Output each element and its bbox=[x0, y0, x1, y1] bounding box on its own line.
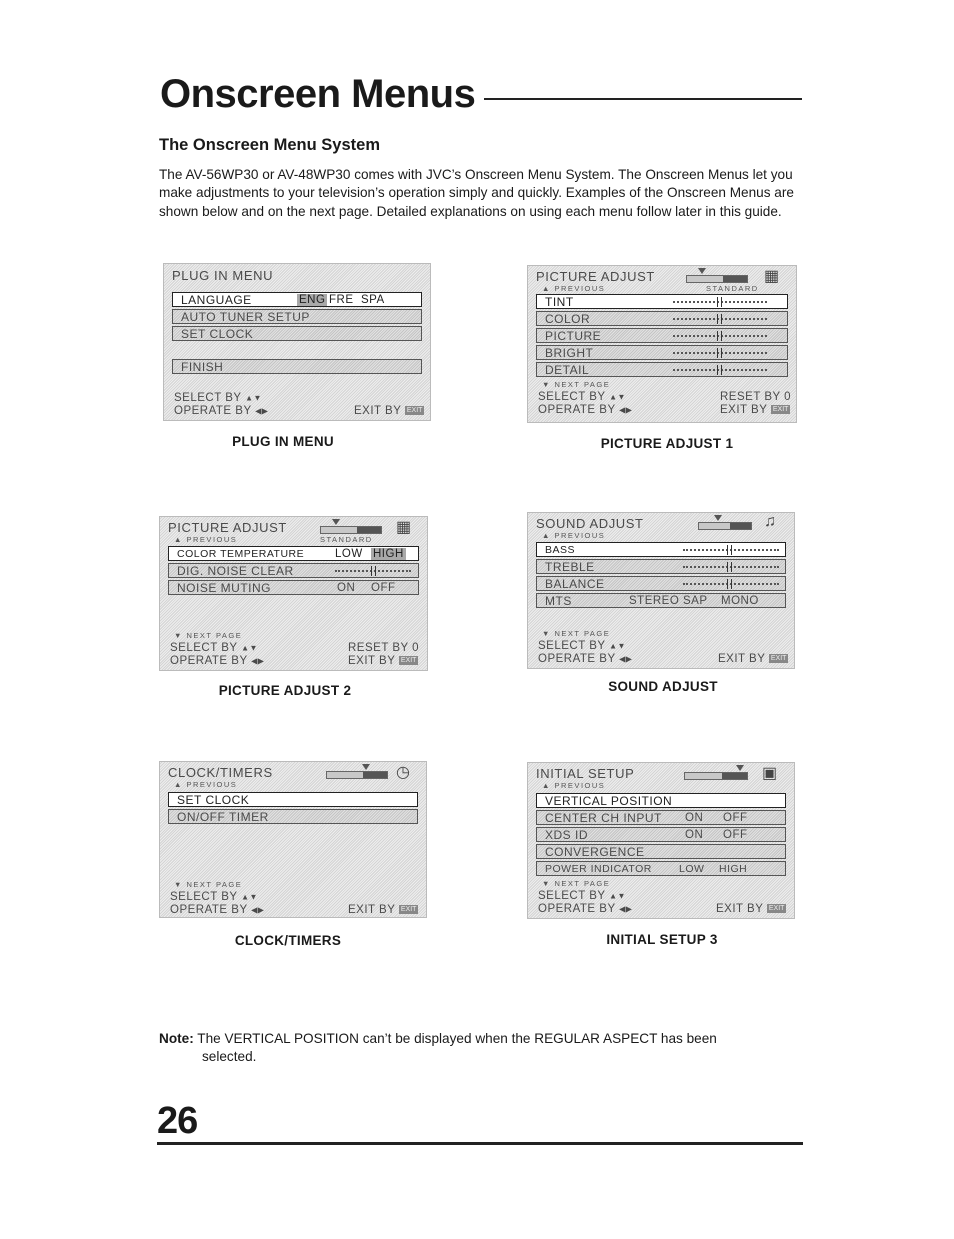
option-on[interactable]: ON bbox=[685, 828, 704, 841]
slider-knob[interactable] bbox=[727, 579, 732, 589]
select-hint: SELECT BY ▲▼ bbox=[170, 642, 258, 654]
slider-knob[interactable] bbox=[727, 562, 732, 572]
picture-adjust-2-screen bbox=[159, 516, 428, 671]
menu-row-dig-noise-clear[interactable]: DIG. NOISE CLEAR bbox=[168, 563, 419, 578]
menu-row-on-off-timer[interactable]: ON/OFF TIMER bbox=[168, 809, 418, 824]
note bbox=[159, 1030, 809, 1066]
treble-slider[interactable] bbox=[683, 566, 779, 568]
tint-slider[interactable] bbox=[673, 301, 767, 303]
exit-key-icon: EXIT bbox=[406, 407, 423, 415]
option-fre[interactable]: FRE bbox=[329, 293, 354, 306]
operate-hint: OPERATE BY ◀▶ bbox=[174, 405, 269, 417]
menu-row-convergence[interactable]: CONVERGENCE bbox=[536, 844, 786, 859]
slider-knob[interactable] bbox=[717, 348, 722, 358]
menu-row-balance[interactable]: BALANCE bbox=[536, 576, 786, 591]
operate-hint: OPERATE BY ◀▶ bbox=[538, 404, 633, 416]
music-note-icon: ♫ bbox=[764, 513, 777, 530]
next-page-hint: ▼ NEXT PAGE bbox=[174, 631, 243, 640]
level-marker-icon bbox=[362, 764, 370, 770]
exit-key-icon: EXIT bbox=[772, 406, 789, 414]
picture-adjust-1-screen bbox=[527, 265, 797, 423]
operate-hint: OPERATE BY ◀▶ bbox=[538, 653, 633, 665]
page-number: 26 bbox=[157, 1100, 198, 1142]
select-hint: SELECT BY ▲▼ bbox=[538, 640, 626, 652]
exit-hint: EXIT BY EXIT bbox=[718, 653, 787, 665]
section-title: The Onscreen Menu System bbox=[159, 136, 380, 154]
option-eng[interactable]: ENG bbox=[299, 293, 326, 306]
caption-plug-in-menu: PLUG IN MENU bbox=[232, 434, 334, 449]
standard-mode-label: STANDARD bbox=[320, 535, 373, 544]
title-rule bbox=[484, 98, 802, 100]
menu-row-picture[interactable]: PICTURE bbox=[536, 328, 788, 343]
sound-adjust-screen bbox=[527, 512, 795, 669]
up-down-arrows-icon: ▲▼ bbox=[245, 393, 262, 403]
exit-key-icon: EXIT bbox=[400, 657, 417, 665]
note-text-line2: selected. bbox=[202, 1049, 257, 1064]
intro-paragraph: The AV-56WP30 or AV-48WP30 comes with JVC’s Onscreen Menu System. The Onscreen Menus let you make adjustments to your television’s operation simply and quickly. Examples of the Onscreen Menus are shown below and on the next page. Detailed explanations on using each menu follow later in this guide. bbox=[159, 167, 794, 219]
previous-hint: ▲ PREVIOUS bbox=[174, 535, 238, 544]
mode-level-icon bbox=[686, 275, 748, 283]
option-off[interactable]: OFF bbox=[371, 581, 396, 594]
screen-title: PICTURE ADJUST bbox=[168, 520, 287, 535]
row-label: LANGUAGE bbox=[181, 292, 252, 307]
screen-title: CLOCK/TIMERS bbox=[168, 765, 273, 780]
menu-row-bright[interactable]: BRIGHT bbox=[536, 345, 788, 360]
menu-row-treble[interactable]: TREBLE bbox=[536, 559, 786, 574]
menu-row-power-indicator[interactable]: POWER INDICATOR LOW HIGH bbox=[536, 861, 786, 876]
menu-row-vertical-position[interactable]: VERTICAL POSITION bbox=[536, 793, 786, 808]
previous-hint: ▲ PREVIOUS bbox=[542, 531, 606, 540]
menu-row-set-clock[interactable]: SET CLOCK bbox=[172, 326, 422, 341]
select-hint: SELECT BY ▲▼ bbox=[538, 890, 626, 902]
caption-picture-adjust-2: PICTURE ADJUST 2 bbox=[218, 683, 352, 698]
bright-slider[interactable] bbox=[673, 352, 767, 354]
initial-setup-3-screen bbox=[527, 762, 795, 919]
left-right-arrows-icon: ◀▶ bbox=[251, 905, 265, 915]
reset-hint: RESET BY 0 bbox=[348, 642, 420, 654]
up-down-arrows-icon: ▲▼ bbox=[609, 891, 626, 901]
left-right-arrows-icon: ◀▶ bbox=[251, 656, 265, 666]
option-on[interactable]: ON bbox=[685, 811, 704, 824]
option-high[interactable]: HIGH bbox=[373, 547, 404, 560]
option-spa[interactable]: SPA bbox=[361, 293, 385, 306]
slider-knob[interactable] bbox=[717, 314, 722, 324]
mode-level-icon bbox=[326, 771, 388, 779]
operate-hint: OPERATE BY ◀▶ bbox=[170, 655, 265, 667]
previous-hint: ▲ PREVIOUS bbox=[542, 781, 606, 790]
option-mono[interactable]: MONO bbox=[721, 594, 759, 607]
exit-key-icon: EXIT bbox=[400, 906, 417, 914]
previous-hint: ▲ PREVIOUS bbox=[542, 284, 606, 293]
page-title: Onscreen Menus bbox=[160, 72, 476, 116]
menu-row-bass[interactable]: BASS bbox=[536, 542, 786, 557]
option-sap[interactable]: SAP bbox=[683, 594, 708, 607]
select-hint: SELECT BY ▲▼ bbox=[174, 392, 262, 404]
operate-hint: OPERATE BY ◀▶ bbox=[538, 903, 633, 915]
up-down-arrows-icon: ▲▼ bbox=[241, 643, 258, 653]
caption-sound-adjust: SOUND ADJUST bbox=[608, 679, 718, 694]
next-page-hint: ▼ NEXT PAGE bbox=[542, 879, 611, 888]
slider-knob[interactable] bbox=[371, 566, 376, 576]
exit-hint: EXIT BY EXIT bbox=[720, 404, 789, 416]
next-page-hint: ▼ NEXT PAGE bbox=[174, 880, 243, 889]
level-marker-icon bbox=[714, 515, 722, 521]
screen-title: SOUND ADJUST bbox=[536, 516, 644, 531]
caption-initial-setup-3: INITIAL SETUP 3 bbox=[606, 932, 718, 947]
operate-hint: OPERATE BY ◀▶ bbox=[170, 904, 265, 916]
exit-key-icon: EXIT bbox=[768, 905, 785, 913]
plug-in-menu-screen bbox=[163, 263, 431, 421]
menu-row-color[interactable]: COLOR bbox=[536, 311, 788, 326]
option-low[interactable]: LOW bbox=[679, 862, 705, 875]
slider-knob[interactable] bbox=[717, 297, 722, 307]
clock-timers-screen bbox=[159, 761, 427, 918]
menu-row-xds-id[interactable]: XDS ID ON OFF bbox=[536, 827, 786, 842]
bottom-rule bbox=[157, 1142, 803, 1145]
caption-picture-adjust-1: PICTURE ADJUST 1 bbox=[600, 436, 734, 451]
color-slider[interactable] bbox=[673, 318, 767, 320]
left-right-arrows-icon: ◀▶ bbox=[619, 405, 633, 415]
bass-slider[interactable] bbox=[683, 549, 779, 551]
next-page-hint: ▼ NEXT PAGE bbox=[542, 629, 611, 638]
up-down-arrows-icon: ▲▼ bbox=[609, 392, 626, 402]
menu-row-set-clock[interactable]: SET CLOCK bbox=[168, 792, 418, 807]
select-hint: SELECT BY ▲▼ bbox=[538, 391, 626, 403]
mode-level-icon bbox=[684, 772, 748, 780]
up-down-arrows-icon: ▲▼ bbox=[609, 641, 626, 651]
exit-hint: EXIT BY EXIT bbox=[354, 405, 423, 417]
note-text-line1: The VERTICAL POSITION can’t be displayed when the REGULAR ASPECT has been bbox=[197, 1031, 717, 1046]
menu-row-auto-tuner[interactable]: AUTO TUNER SETUP bbox=[172, 309, 422, 324]
menu-row-noise-muting[interactable]: NOISE MUTING ON OFF bbox=[168, 580, 419, 595]
caption-clock-timers: CLOCK/TIMERS bbox=[234, 933, 342, 948]
screen-title: PICTURE ADJUST bbox=[536, 269, 655, 284]
picture-icon: ▦ bbox=[764, 268, 780, 285]
left-right-arrows-icon: ◀▶ bbox=[619, 904, 633, 914]
menu-row-tint[interactable]: TINT bbox=[536, 294, 788, 309]
option-off[interactable]: OFF bbox=[723, 811, 748, 824]
dig-noise-slider[interactable] bbox=[335, 570, 411, 572]
clock-icon: ◷ bbox=[396, 764, 411, 781]
option-off[interactable]: OFF bbox=[723, 828, 748, 841]
exit-key-icon: EXIT bbox=[770, 655, 787, 663]
screen-title: PLUG IN MENU bbox=[172, 268, 274, 283]
option-high[interactable]: HIGH bbox=[719, 862, 748, 875]
menu-row-color-temperature[interactable]: COLOR TEMPERATURE LOW HIGH bbox=[168, 546, 419, 561]
picture-icon: ▦ bbox=[396, 519, 412, 536]
level-marker-icon bbox=[698, 268, 706, 274]
exit-hint: EXIT BY EXIT bbox=[716, 903, 785, 915]
option-on[interactable]: ON bbox=[337, 581, 356, 594]
mode-level-icon bbox=[320, 526, 382, 534]
menu-row-mts[interactable]: MTS STEREO SAP MONO bbox=[536, 593, 786, 608]
detail-slider[interactable] bbox=[673, 369, 767, 371]
previous-hint: ▲ PREVIOUS bbox=[174, 780, 238, 789]
reset-hint: RESET BY 0 bbox=[720, 391, 792, 403]
exit-hint: EXIT BY EXIT bbox=[348, 655, 417, 667]
note-label: Note: bbox=[159, 1031, 194, 1046]
screen-title: INITIAL SETUP bbox=[536, 766, 635, 781]
select-hint: SELECT BY ▲▼ bbox=[170, 891, 258, 903]
slider-knob[interactable] bbox=[717, 365, 722, 375]
option-stereo[interactable]: STEREO bbox=[629, 594, 680, 607]
balance-slider[interactable] bbox=[683, 583, 779, 585]
menu-row-center-ch-input[interactable]: CENTER CH INPUT ON OFF bbox=[536, 810, 786, 825]
option-low[interactable]: LOW bbox=[335, 547, 363, 560]
next-page-hint: ▼ NEXT PAGE bbox=[542, 380, 611, 389]
setup-icon: ▣ bbox=[762, 765, 778, 782]
slider-knob[interactable] bbox=[727, 545, 732, 555]
volume-level-icon bbox=[698, 522, 752, 530]
picture-slider[interactable] bbox=[673, 335, 767, 337]
standard-mode-label: STANDARD bbox=[706, 284, 759, 293]
level-marker-icon bbox=[736, 765, 744, 771]
menu-row-finish[interactable]: FINISH bbox=[172, 359, 422, 374]
menu-row-language[interactable] bbox=[172, 292, 422, 307]
menu-row-detail[interactable]: DETAIL bbox=[536, 362, 788, 377]
slider-knob[interactable] bbox=[717, 331, 722, 341]
up-down-arrows-icon: ▲▼ bbox=[241, 892, 258, 902]
left-right-arrows-icon: ◀▶ bbox=[619, 654, 633, 664]
level-marker-icon bbox=[332, 519, 340, 525]
left-right-arrows-icon: ◀▶ bbox=[255, 406, 269, 416]
exit-hint: EXIT BY EXIT bbox=[348, 904, 417, 916]
